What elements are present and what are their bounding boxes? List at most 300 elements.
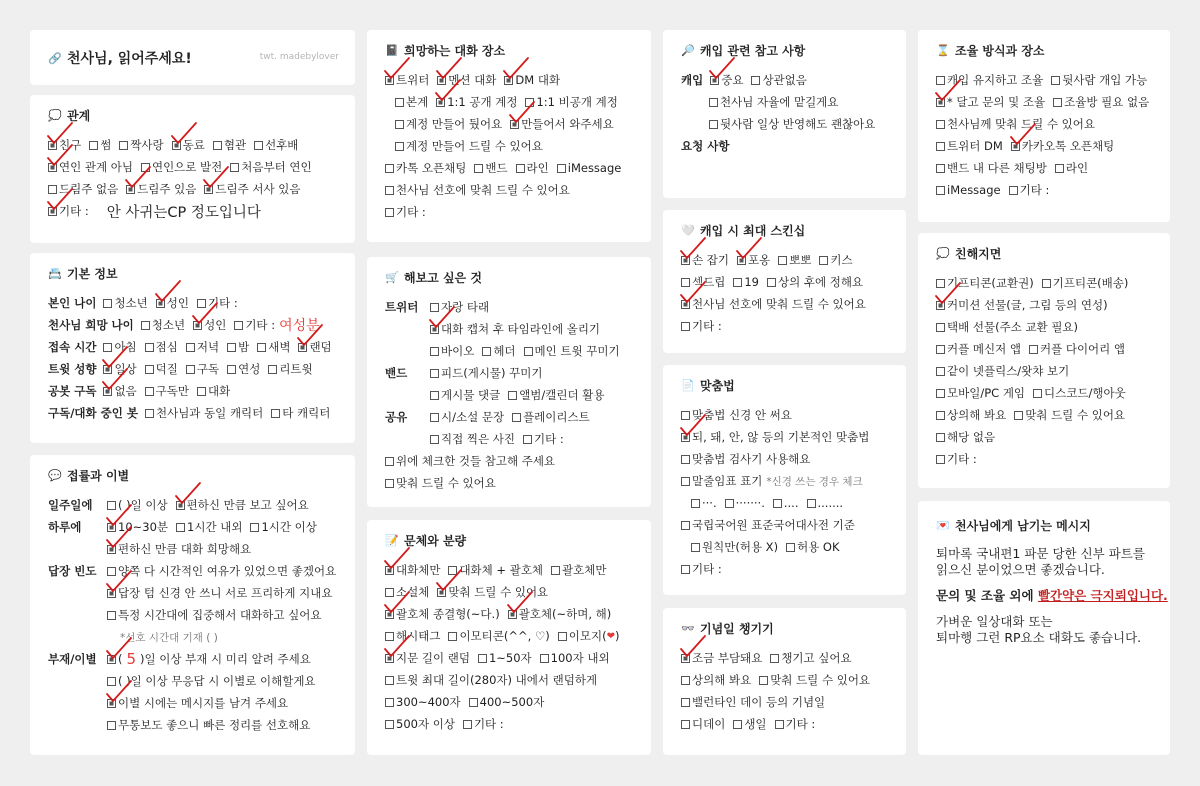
- checkbox-icon[interactable]: [751, 76, 760, 85]
- checkbox-icon[interactable]: [936, 186, 945, 195]
- option[interactable]: 썸: [89, 137, 111, 153]
- option[interactable]: 생일: [733, 716, 766, 732]
- checkbox-icon[interactable]: [936, 142, 945, 151]
- checkbox-icon[interactable]: [141, 321, 150, 330]
- checked-box-icon[interactable]: [172, 141, 181, 150]
- option[interactable]: 뒷사람 개입 가능: [1051, 72, 1147, 88]
- checkbox-icon[interactable]: [186, 343, 195, 352]
- checked-box-icon[interactable]: [681, 654, 690, 663]
- checked-box-icon[interactable]: [107, 589, 116, 598]
- checkbox-icon[interactable]: [107, 567, 116, 576]
- checked-box-icon[interactable]: [385, 76, 394, 85]
- checked-box-icon[interactable]: [710, 76, 719, 85]
- option[interactable]: 성인: [156, 295, 189, 311]
- checked-box-icon[interactable]: [437, 76, 446, 85]
- checked-box-icon[interactable]: [204, 185, 213, 194]
- checkbox-icon[interactable]: [474, 164, 483, 173]
- checkbox-icon[interactable]: [786, 543, 795, 552]
- checkbox-icon[interactable]: [145, 387, 154, 396]
- option[interactable]: 새벽: [257, 339, 290, 355]
- checkbox-icon[interactable]: [430, 303, 439, 312]
- checkbox-icon[interactable]: [681, 676, 690, 685]
- checked-box-icon[interactable]: [681, 256, 690, 265]
- checked-box-icon[interactable]: [385, 610, 394, 619]
- checkbox-icon[interactable]: [107, 677, 116, 686]
- option[interactable]: iMessage: [557, 161, 622, 175]
- option[interactable]: 기타 :: [775, 716, 816, 732]
- checked-box-icon[interactable]: [436, 98, 445, 107]
- checkbox-icon[interactable]: [271, 409, 280, 418]
- checkbox-icon[interactable]: [540, 654, 549, 663]
- checkbox-icon[interactable]: [1029, 345, 1038, 354]
- option[interactable]: 기프티콘(배송): [1042, 275, 1129, 291]
- checkbox-icon[interactable]: [430, 391, 439, 400]
- option[interactable]: 중요: [710, 72, 743, 88]
- checkbox-icon[interactable]: [107, 721, 116, 730]
- checkbox-icon[interactable]: [819, 256, 828, 265]
- checkbox-icon[interactable]: [1009, 186, 1018, 195]
- option[interactable]: 성인: [193, 317, 226, 333]
- checkbox-icon[interactable]: [691, 499, 700, 508]
- checkbox-icon[interactable]: [767, 278, 776, 287]
- option[interactable]: 소설체: [385, 584, 429, 600]
- option[interactable]: ....: [773, 496, 799, 510]
- checked-box-icon[interactable]: [107, 699, 116, 708]
- checkbox-icon[interactable]: [1033, 389, 1042, 398]
- option[interactable]: 상의해 봐요: [936, 407, 1006, 423]
- option[interactable]: 원칙만(허용 X): [691, 539, 778, 555]
- checkbox-icon[interactable]: [141, 163, 150, 172]
- checkbox-icon[interactable]: [508, 391, 517, 400]
- option[interactable]: 19: [733, 275, 759, 289]
- checkbox-icon[interactable]: [478, 654, 487, 663]
- option[interactable]: 같이 넷플릭스/왓챠 보기: [936, 363, 1069, 379]
- checkbox-icon[interactable]: [733, 720, 742, 729]
- checkbox-icon[interactable]: [681, 322, 690, 331]
- checkbox-icon[interactable]: [759, 676, 768, 685]
- option[interactable]: 기타 :: [48, 203, 89, 219]
- option[interactable]: 대화 캡쳐 후 타임라인에 올리기: [430, 321, 600, 337]
- option[interactable]: 카카오톡 오픈채팅: [1011, 138, 1115, 154]
- checkbox-icon[interactable]: [197, 299, 206, 308]
- checked-box-icon[interactable]: [298, 343, 307, 352]
- option[interactable]: 이모티콘(^^, ♡): [448, 628, 549, 644]
- option[interactable]: 시/소설 문장: [430, 409, 504, 425]
- option[interactable]: 랜덤: [298, 339, 331, 355]
- checkbox-icon[interactable]: [681, 565, 690, 574]
- option[interactable]: 앨범/캘린더 활용: [508, 387, 604, 403]
- checkbox-icon[interactable]: [430, 369, 439, 378]
- checkbox-icon[interactable]: [89, 141, 98, 150]
- option[interactable]: 플레이리스트: [512, 409, 590, 425]
- checkbox-icon[interactable]: [385, 186, 394, 195]
- option[interactable]: 500자 이상: [385, 716, 455, 732]
- checkbox-icon[interactable]: [1053, 98, 1062, 107]
- option[interactable]: 직접 찍은 사진: [430, 431, 515, 447]
- checkbox-icon[interactable]: [1042, 279, 1051, 288]
- checked-box-icon[interactable]: [156, 299, 165, 308]
- option[interactable]: 기타 :: [681, 318, 722, 334]
- checkbox-icon[interactable]: [807, 499, 816, 508]
- checkbox-icon[interactable]: [119, 141, 128, 150]
- checkbox-icon[interactable]: [936, 433, 945, 442]
- option[interactable]: 연성: [227, 361, 260, 377]
- checkbox-icon[interactable]: [107, 611, 116, 620]
- checkbox-icon[interactable]: [227, 365, 236, 374]
- checkbox-icon[interactable]: [936, 120, 945, 129]
- checkbox-icon[interactable]: [936, 279, 945, 288]
- option[interactable]: 허용 OK: [786, 539, 839, 555]
- option[interactable]: 연인으로 발전: [141, 159, 222, 175]
- option[interactable]: 청소년: [103, 295, 147, 311]
- option[interactable]: 해당 없음: [936, 429, 995, 445]
- option[interactable]: 멘션 대화: [437, 72, 496, 88]
- checkbox-icon[interactable]: [681, 455, 690, 464]
- checkbox-icon[interactable]: [523, 435, 532, 444]
- option[interactable]: 없음: [103, 383, 136, 399]
- option[interactable]: 자랑 타래: [430, 299, 489, 315]
- option[interactable]: ( )일 이상: [107, 497, 168, 513]
- option[interactable]: 무통보도 좋으니 빠른 정리를 선호해요: [107, 717, 310, 733]
- option[interactable]: 포옹: [737, 252, 770, 268]
- checkbox-icon[interactable]: [385, 632, 394, 641]
- checkbox-icon[interactable]: [936, 411, 945, 420]
- option[interactable]: 구독만: [145, 383, 189, 399]
- checkbox-icon[interactable]: [197, 387, 206, 396]
- option[interactable]: 트위터 DM: [936, 138, 1003, 154]
- option[interactable]: 천사님과 동일 캐릭터: [145, 405, 263, 421]
- checkbox-icon[interactable]: [230, 163, 239, 172]
- option[interactable]: 기타 :: [463, 716, 504, 732]
- option[interactable]: 구독: [186, 361, 219, 377]
- option[interactable]: 기타 :: [234, 317, 275, 333]
- checkbox-icon[interactable]: [145, 365, 154, 374]
- option[interactable]: 만들어서 와주세요: [510, 116, 614, 132]
- option[interactable]: 1:1 비공개 계정: [525, 94, 617, 110]
- option[interactable]: 기타 :: [936, 451, 977, 467]
- option[interactable]: DM 대화: [504, 72, 560, 88]
- checkbox-icon[interactable]: [385, 676, 394, 685]
- checkbox-icon[interactable]: [709, 120, 718, 129]
- option[interactable]: 맞춰 드릴 수 있어요: [759, 672, 870, 688]
- option[interactable]: 괄호체 종결형(~다.): [385, 606, 500, 622]
- option[interactable]: 트윗 최대 길이(280자) 내에서 랜덤하게: [385, 672, 597, 688]
- checkbox-icon[interactable]: [385, 164, 394, 173]
- checked-box-icon[interactable]: [385, 654, 394, 663]
- option[interactable]: 택배 선물(주소 교환 필요): [936, 319, 1078, 335]
- option[interactable]: 챙기고 싶어요: [770, 650, 851, 666]
- checked-box-icon[interactable]: [126, 185, 135, 194]
- option[interactable]: 연인 관계 아님: [48, 159, 133, 175]
- option[interactable]: 대화: [197, 383, 230, 399]
- option[interactable]: 300~400자: [385, 694, 461, 710]
- checkbox-icon[interactable]: [268, 365, 277, 374]
- option[interactable]: 천사님 선호에 맞춰 드릴 수 있어요: [681, 296, 866, 312]
- option[interactable]: 디스코드/행아웃: [1033, 385, 1126, 401]
- option[interactable]: 맞춤법 신경 안 써요: [681, 407, 792, 423]
- checked-box-icon[interactable]: [1011, 142, 1020, 151]
- option[interactable]: 게시물 댓글: [430, 387, 500, 403]
- option[interactable]: 기타 :: [197, 295, 238, 311]
- checkbox-icon[interactable]: [395, 120, 404, 129]
- checkbox-icon[interactable]: [733, 278, 742, 287]
- option[interactable]: 밴드 내 다른 채팅방: [936, 160, 1047, 176]
- option[interactable]: 기타 :: [385, 204, 426, 220]
- option[interactable]: 이별 시에는 메시지를 남겨 주세요: [107, 695, 288, 711]
- option[interactable]: 지문 길이 랜덤: [385, 650, 470, 666]
- checkbox-icon[interactable]: [48, 185, 57, 194]
- option[interactable]: 동료: [172, 137, 205, 153]
- checkbox-icon[interactable]: [213, 141, 222, 150]
- option[interactable]: 상의해 봐요: [681, 672, 751, 688]
- option[interactable]: 1~50자: [478, 650, 532, 666]
- option[interactable]: 밸런타인 데이 등의 기념일: [681, 694, 825, 710]
- checkbox-icon[interactable]: [681, 278, 690, 287]
- option[interactable]: 계정 만들어 뒀어요: [395, 116, 502, 132]
- option[interactable]: 조율방 필요 없음: [1053, 94, 1149, 110]
- checkbox-icon[interactable]: [524, 347, 533, 356]
- option[interactable]: 짝사랑: [119, 137, 163, 153]
- option[interactable]: ( )일 이상 무응답 시 이별로 이해할게요: [107, 673, 316, 689]
- checked-box-icon[interactable]: [430, 325, 439, 334]
- option[interactable]: 카톡 오픈채팅: [385, 160, 466, 176]
- option[interactable]: 드림주 서사 있음: [204, 181, 300, 197]
- option[interactable]: 10~30분: [107, 519, 168, 535]
- checked-box-icon[interactable]: [737, 256, 746, 265]
- checkbox-icon[interactable]: [234, 321, 243, 330]
- option[interactable]: 맞춰 드릴 수 있어요: [437, 584, 548, 600]
- checkbox-icon[interactable]: [385, 720, 394, 729]
- option[interactable]: 이모지( ❤ ): [558, 628, 620, 644]
- option[interactable]: ···.: [691, 496, 717, 510]
- checkbox-icon[interactable]: [709, 98, 718, 107]
- option[interactable]: 편하신 만큼 대화 희망해요: [107, 541, 251, 557]
- option[interactable]: 대화체 + 괄호체: [448, 562, 543, 578]
- checked-box-icon[interactable]: [103, 387, 112, 396]
- checkbox-icon[interactable]: [725, 499, 734, 508]
- option[interactable]: 손 잡기: [681, 252, 729, 268]
- option[interactable]: 커플 다이어리 앱: [1029, 341, 1125, 357]
- option[interactable]: 말줄임표 표기: [681, 473, 762, 489]
- option[interactable]: 청소년: [141, 317, 185, 333]
- option[interactable]: 밴드: [474, 160, 507, 176]
- checkbox-icon[interactable]: [936, 76, 945, 85]
- checkbox-icon[interactable]: [557, 164, 566, 173]
- checkbox-icon[interactable]: [227, 343, 236, 352]
- option[interactable]: 기타 :: [523, 431, 564, 447]
- checked-box-icon[interactable]: [107, 545, 116, 554]
- checkbox-icon[interactable]: [107, 501, 116, 510]
- option[interactable]: 선후배: [254, 137, 298, 153]
- checked-box-icon[interactable]: [936, 98, 945, 107]
- checkbox-icon[interactable]: [385, 457, 394, 466]
- checkbox-icon[interactable]: [691, 543, 700, 552]
- option[interactable]: 커미션 선물(글, 그림 등의 연성): [936, 297, 1108, 313]
- option[interactable]: 괄호체만: [551, 562, 606, 578]
- option[interactable]: 편하신 만큼 보고 싶어요: [176, 497, 309, 513]
- option[interactable]: 처음부터 연인: [230, 159, 311, 175]
- checkbox-icon[interactable]: [775, 720, 784, 729]
- checkbox-icon[interactable]: [512, 413, 521, 422]
- checkbox-icon[interactable]: [430, 347, 439, 356]
- option[interactable]: 디데이: [681, 716, 725, 732]
- option[interactable]: 라인: [1055, 160, 1088, 176]
- option[interactable]: 특정 시간대에 집중해서 대화하고 싶어요: [107, 607, 321, 623]
- checkbox-icon[interactable]: [936, 323, 945, 332]
- checkbox-icon[interactable]: [558, 632, 567, 641]
- option[interactable]: 저녁: [186, 339, 219, 355]
- checkbox-icon[interactable]: [1055, 164, 1064, 173]
- checkbox-icon[interactable]: [145, 409, 154, 418]
- option[interactable]: 드림주 있음: [126, 181, 196, 197]
- option[interactable]: 뒷사람 일상 반영해도 괜찮아요: [709, 116, 875, 132]
- option[interactable]: 피드(게시물) 꾸미기: [430, 365, 543, 381]
- option[interactable]: 뽀뽀: [778, 252, 811, 268]
- option[interactable]: 헤더: [482, 343, 515, 359]
- option[interactable]: 캐입 유지하고 조율: [936, 72, 1043, 88]
- checkbox-icon[interactable]: [525, 98, 534, 107]
- checked-box-icon[interactable]: [107, 523, 116, 532]
- checkbox-icon[interactable]: [257, 343, 266, 352]
- checkbox-icon[interactable]: [145, 343, 154, 352]
- option[interactable]: * 달고 문의 및 조율: [936, 94, 1045, 110]
- checkbox-icon[interactable]: [773, 499, 782, 508]
- option[interactable]: 100자 내외: [540, 650, 610, 666]
- option[interactable]: 트위터: [385, 72, 429, 88]
- option[interactable]: 천사님 선호에 맞춰 드릴 수 있어요: [385, 182, 570, 198]
- checkbox-icon[interactable]: [936, 455, 945, 464]
- option[interactable]: 점심: [145, 339, 178, 355]
- checkbox-icon[interactable]: [936, 367, 945, 376]
- option[interactable]: 맞춤법 검사기 사용해요: [681, 451, 810, 467]
- checkbox-icon[interactable]: [936, 389, 945, 398]
- checkbox-icon[interactable]: [395, 142, 404, 151]
- option[interactable]: .......: [807, 496, 844, 510]
- checkbox-icon[interactable]: [385, 479, 394, 488]
- option[interactable]: 맞춰 드릴 수 있어요: [385, 475, 496, 491]
- option[interactable]: ·······.: [725, 496, 765, 510]
- option[interactable]: 1:1 공개 계정: [436, 94, 517, 110]
- option[interactable]: 기타 :: [1009, 182, 1050, 198]
- option[interactable]: 밤: [227, 339, 249, 355]
- checkbox-icon[interactable]: [448, 632, 457, 641]
- checkbox-icon[interactable]: [448, 566, 457, 575]
- option[interactable]: 대화체만: [385, 562, 440, 578]
- checkbox-icon[interactable]: [681, 411, 690, 420]
- checkbox-icon[interactable]: [936, 164, 945, 173]
- option[interactable]: 덕질: [145, 361, 178, 377]
- option[interactable]: 위에 체크한 것들 참고해 주세요: [385, 453, 555, 469]
- checkbox-icon[interactable]: [1014, 411, 1023, 420]
- option[interactable]: 해시태그: [385, 628, 440, 644]
- checked-box-icon[interactable]: [107, 655, 116, 664]
- option[interactable]: 천사님 자율에 맡길게요: [709, 94, 838, 110]
- option[interactable]: 상의 후에 정해요: [767, 274, 863, 290]
- option[interactable]: 400~500자: [469, 694, 545, 710]
- checkbox-icon[interactable]: [936, 345, 945, 354]
- option[interactable]: 국립국어원 표준국어대사전 기준: [681, 517, 855, 533]
- option[interactable]: 라인: [516, 160, 549, 176]
- checkbox-icon[interactable]: [681, 521, 690, 530]
- checked-box-icon[interactable]: [437, 588, 446, 597]
- checked-box-icon[interactable]: [48, 141, 57, 150]
- option[interactable]: 계정 만들어 드릴 수 있어요: [395, 138, 543, 154]
- checkbox-icon[interactable]: [430, 413, 439, 422]
- checked-box-icon[interactable]: [681, 300, 690, 309]
- option[interactable]: 답장 텀 신경 안 쓰니 서로 프리하게 지내요: [107, 585, 332, 601]
- option[interactable]: 양쪽 다 시간적인 여유가 있었으면 좋겠어요: [107, 563, 336, 579]
- option[interactable]: 드림주 없음: [48, 181, 118, 197]
- option[interactable]: 타 캐릭터: [271, 405, 330, 421]
- checkbox-icon[interactable]: [469, 698, 478, 707]
- option[interactable]: 아침: [103, 339, 136, 355]
- option[interactable]: 메인 트윗 꾸미기: [524, 343, 620, 359]
- checked-box-icon[interactable]: [48, 207, 57, 216]
- option[interactable]: 리트윗: [268, 361, 312, 377]
- checked-box-icon[interactable]: [103, 365, 112, 374]
- checkbox-icon[interactable]: [103, 343, 112, 352]
- option[interactable]: 천사님께 맞춰 드릴 수 있어요: [936, 116, 1095, 132]
- option[interactable]: 일상: [103, 361, 136, 377]
- option[interactable]: 기타 :: [681, 561, 722, 577]
- checkbox-icon[interactable]: [778, 256, 787, 265]
- checkbox-icon[interactable]: [551, 566, 560, 575]
- option[interactable]: 맞춰 드릴 수 있어요: [1014, 407, 1125, 423]
- option[interactable]: 섹드립: [681, 274, 725, 290]
- option[interactable]: iMessage: [936, 183, 1001, 197]
- option[interactable]: 커플 메신저 앱: [936, 341, 1021, 357]
- checkbox-icon[interactable]: [430, 435, 439, 444]
- option[interactable]: 조금 부담돼요: [681, 650, 762, 666]
- checked-box-icon[interactable]: [385, 566, 394, 575]
- checked-box-icon[interactable]: [681, 433, 690, 442]
- option[interactable]: 친구: [48, 137, 81, 153]
- option[interactable]: 1시간 내외: [176, 519, 242, 535]
- checkbox-icon[interactable]: [385, 208, 394, 217]
- option[interactable]: 1시간 이상: [250, 519, 316, 535]
- option[interactable]: 혐관: [213, 137, 246, 153]
- option[interactable]: 바이오: [430, 343, 474, 359]
- checkbox-icon[interactable]: [385, 698, 394, 707]
- checked-box-icon[interactable]: [48, 163, 57, 172]
- checkbox-icon[interactable]: [482, 347, 491, 356]
- checkbox-icon[interactable]: [176, 523, 185, 532]
- option[interactable]: (: [107, 652, 123, 666]
- checked-box-icon[interactable]: [508, 610, 517, 619]
- checkbox-icon[interactable]: [103, 299, 112, 308]
- checkbox-icon[interactable]: [1051, 76, 1060, 85]
- checked-box-icon[interactable]: [193, 321, 202, 330]
- option[interactable]: 본계: [395, 94, 428, 110]
- checkbox-icon[interactable]: [395, 98, 404, 107]
- checkbox-icon[interactable]: [463, 720, 472, 729]
- checkbox-icon[interactable]: [770, 654, 779, 663]
- checked-box-icon[interactable]: [510, 120, 519, 129]
- checked-box-icon[interactable]: [936, 301, 945, 310]
- checkbox-icon[interactable]: [681, 698, 690, 707]
- checkbox-icon[interactable]: [385, 588, 394, 597]
- option[interactable]: 키스: [819, 252, 852, 268]
- option[interactable]: 상관없음: [751, 72, 806, 88]
- option[interactable]: 되, 돼, 안, 않 등의 기본적인 맞춤법: [681, 429, 869, 445]
- checkbox-icon[interactable]: [254, 141, 263, 150]
- checkbox-icon[interactable]: [516, 164, 525, 173]
- checked-box-icon[interactable]: [504, 76, 513, 85]
- option[interactable]: 모바일/PC 게임: [936, 385, 1025, 401]
- checkbox-icon[interactable]: [681, 477, 690, 486]
- checked-box-icon[interactable]: [176, 501, 185, 510]
- option[interactable]: 기프티콘(교환권): [936, 275, 1034, 291]
